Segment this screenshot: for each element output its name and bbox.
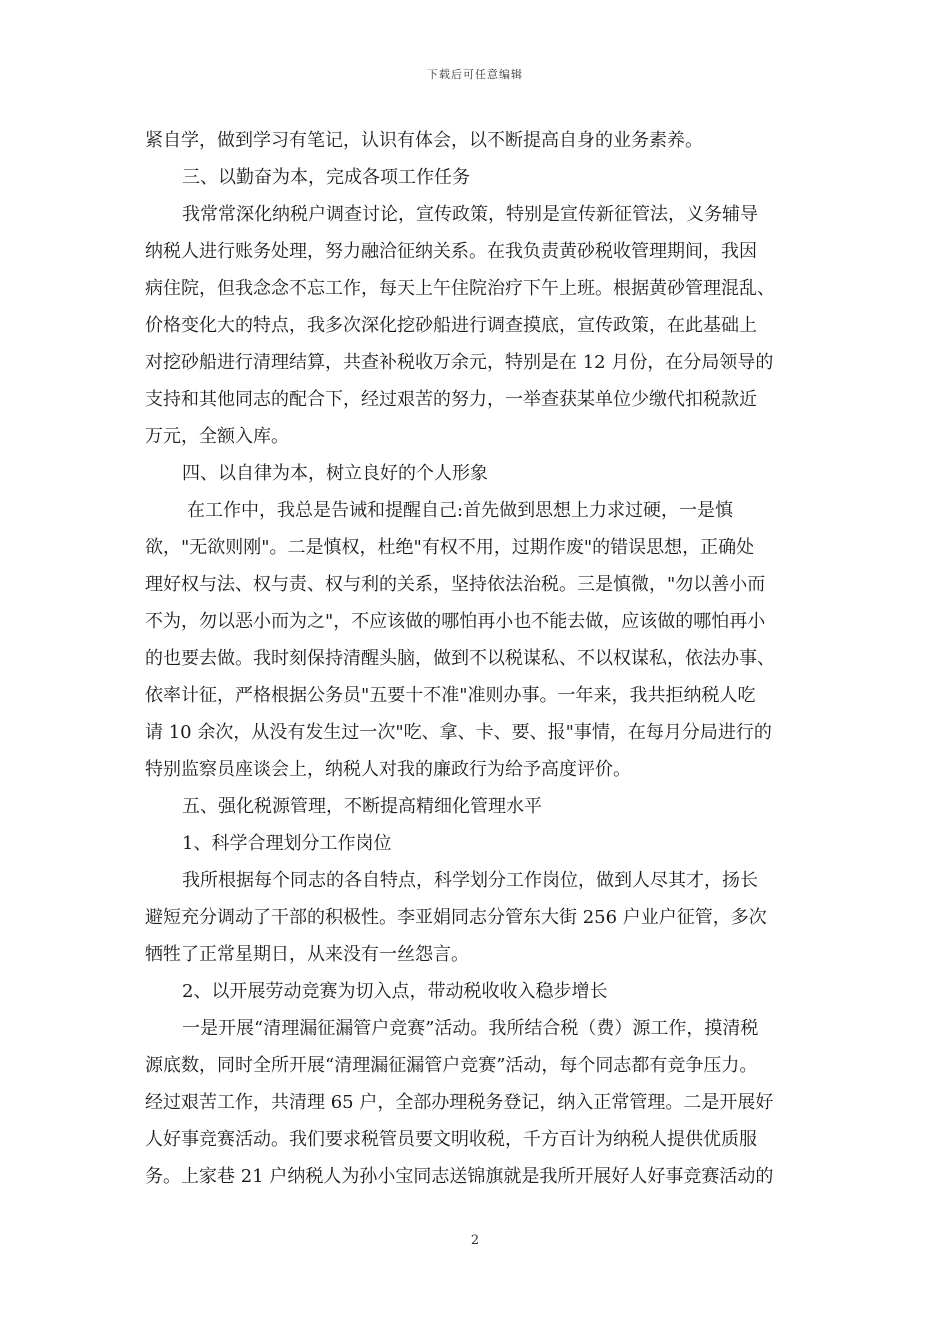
paragraph-line: 价格变化大的特点，我多次深化挖砂船进行调查摸底，宣传政策，在此基础上 xyxy=(145,315,757,336)
paragraph-line: 病住院，但我念念不忘工作，每天上午住院治疗下午上班。根据黄砂管理混乱、 xyxy=(145,278,775,299)
page-number: 2 xyxy=(470,1233,480,1248)
document-body xyxy=(145,122,810,1195)
paragraph-line: 一是开展“清理漏征漏管户竞赛”活动。我所结合税（费）源工作，摸清税 xyxy=(182,1018,759,1039)
paragraph-line: 特别监察员座谈会上，纳税人对我的廉政行为给予高度评价。 xyxy=(145,759,631,780)
paragraph-line: 支持和其他同志的配合下，经过艰苦的努力，一举查获某单位少缴代扣税款近 xyxy=(145,389,757,410)
paragraph-line: 我常常深化纳税户调查讨论，宣传政策，特别是宣传新征管法，义务辅导 xyxy=(182,204,758,225)
paragraph-line: 对挖砂船进行清理结算，共查补税收万余元，特别是在 12 月份，在分局领导的 xyxy=(145,352,774,373)
paragraph-line: 在工作中，我总是告诫和提醒自己:首先做到思想上力求过硬，一是慎 xyxy=(187,500,734,521)
paragraph-line: 万元，全额入库。 xyxy=(145,426,289,447)
section-heading: 五、强化税源管理，不断提高精细化管理水平 xyxy=(182,796,542,817)
paragraph-line: 人好事竞赛活动。我们要求税管员要文明收税，千方百计为纳税人提供优质服 xyxy=(145,1129,757,1150)
paragraph-line: 务。上家巷 21 户纳税人为孙小宝同志送锦旗就是我所开展好人好事竞赛活动的 xyxy=(145,1166,774,1187)
paragraph-line: 经过艰苦工作，共清理 65 户，全部办理税务登记，纳入正常管理。二是开展好 xyxy=(145,1092,774,1113)
paragraph-line: 的也要去做。我时刻保持清醒头脑，做到不以税谋私、不以权谋私，依法办事、 xyxy=(145,648,775,669)
paragraph-line: 请 10 余次，从没有发生过一次"吃、拿、卡、要、报"事情，在每月分局进行的 xyxy=(145,722,772,743)
page-header: 下载后可任意编辑 xyxy=(427,68,523,81)
paragraph-line: 理好权与法、权与责、权与利的关系，坚持依法治税。三是慎微，"勿以善小而 xyxy=(145,574,766,595)
subsection-heading: 1、科学合理划分工作岗位 xyxy=(182,833,392,854)
paragraph-line: 源底数，同时全所开展“清理漏征漏管户竞赛”活动，每个同志都有竞争压力。 xyxy=(145,1055,758,1076)
paragraph-line: 依率计征，严格根据公务员"五要十不准"准则办事。一年来，我共拒纳税人吃 xyxy=(145,685,756,706)
section-heading: 四、以自律为本，树立良好的个人形象 xyxy=(182,463,488,484)
paragraph-line: 纳税人进行账务处理，努力融洽征纳关系。在我负责黄砂税收管理期间，我因 xyxy=(145,241,757,262)
paragraph-line: 避短充分调动了干部的积极性。李亚娟同志分管东大街 256 户业户征管，多次 xyxy=(145,907,767,928)
paragraph-line: 欲，"无欲则刚"。二是慎权，杜绝"有权不用，过期作废"的错误思想，正确处 xyxy=(145,537,755,558)
paragraph-line: 我所根据每个同志的各自特点，科学划分工作岗位，做到人尽其才，扬长 xyxy=(182,870,758,891)
section-heading: 三、以勤奋为本，完成各项工作任务 xyxy=(182,167,470,188)
subsection-heading: 2、以开展劳动竞赛为切入点，带动税收收入稳步增长 xyxy=(182,981,608,1002)
paragraph-line: 牺牲了正常星期日，从来没有一丝怨言。 xyxy=(145,944,469,965)
paragraph-line: 不为，勿以恶小而为之"，不应该做的哪怕再小也不能去做，应该做的哪怕再小 xyxy=(145,611,766,632)
paragraph-line: 紧自学，做到学习有笔记，认识有体会，以不断提高自身的业务素养。 xyxy=(145,130,703,151)
